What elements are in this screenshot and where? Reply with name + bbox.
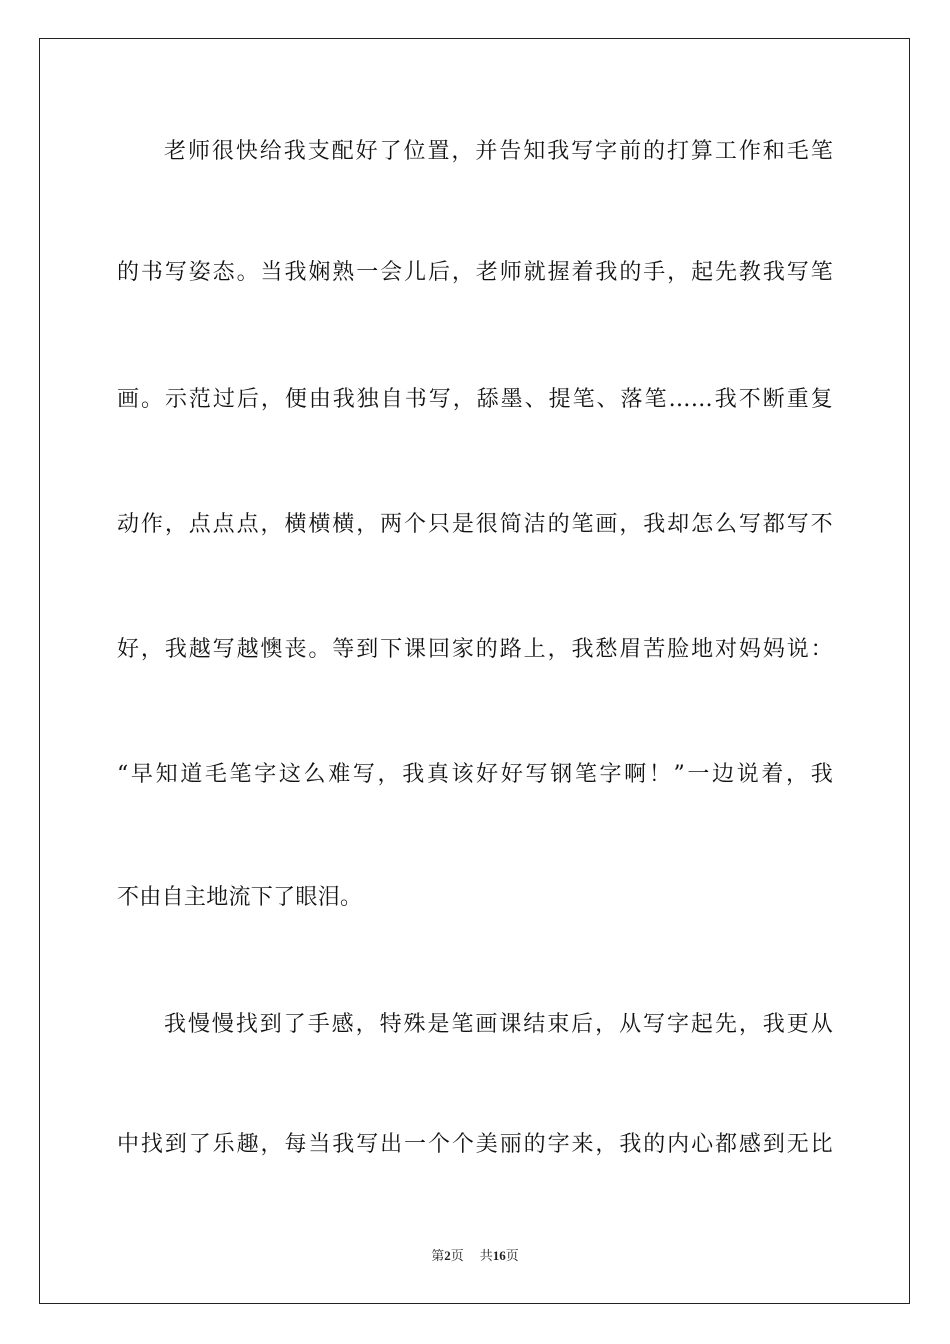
total-prefix: 共 (479, 1248, 493, 1263)
paragraph-1-line-6: “早知道毛笔字这么难写，我真该好好写钢笔字啊！”一边说着，我 (117, 762, 833, 787)
paragraph-2-line-1: 我慢慢找到了手感，特殊是笔画课结束后，从写字起先，我更从 (164, 1012, 833, 1037)
total-suffix: 页 (505, 1248, 519, 1263)
paragraph-1-line-5: 好，我越写越懊丧。等到下课回家的路上，我愁眉苦脸地对妈妈说： (117, 637, 833, 662)
paragraph-1-line-7: 不由自主地流下了眼泪。 (117, 885, 363, 910)
paragraph-1-line-2: 的书写姿态。当我娴熟一会儿后，老师就握着我的手，起先教我写笔 (117, 260, 833, 285)
page-number: 2 (444, 1248, 451, 1263)
page-border (39, 38, 910, 1304)
page-footer (0, 1247, 950, 1265)
paragraph-1-line-4: 动作，点点点，横横横，两个只是很简洁的笔画，我却怎么写都写不 (117, 512, 833, 537)
page-prefix: 第 (431, 1248, 445, 1263)
total-pages: 16 (492, 1248, 506, 1263)
page-suffix: 页 (450, 1248, 464, 1263)
paragraph-1-line-1: 老师很快给我支配好了位置，并告知我写字前的打算工作和毛笔 (164, 139, 833, 164)
paragraph-2-line-2: 中找到了乐趣，每当我写出一个个美丽的字来，我的内心都感到无比 (117, 1132, 833, 1157)
paragraph-1-line-3: 画。示范过后，便由我独自书写，舔墨、提笔、落笔……我不断重复 (117, 387, 833, 412)
